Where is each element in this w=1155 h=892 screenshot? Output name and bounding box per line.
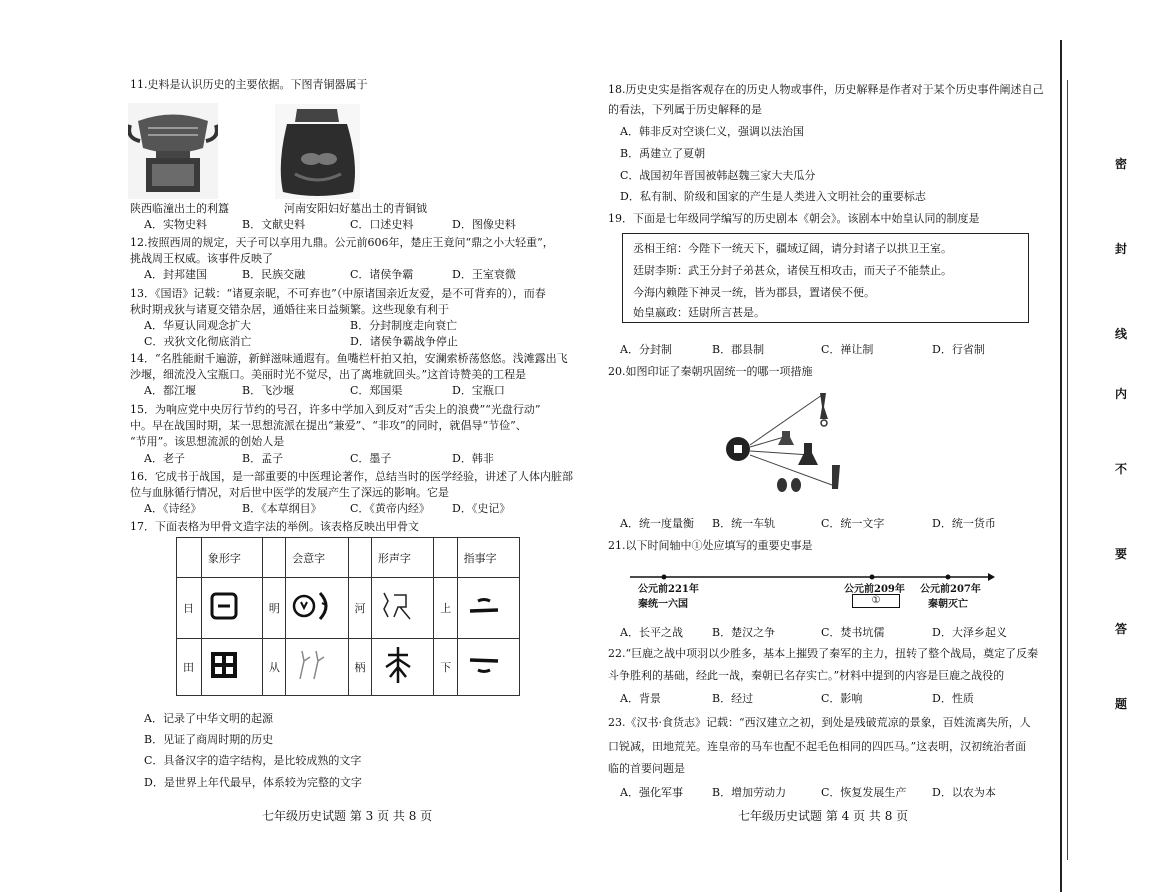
q14-option-a[interactable]: A．都江堰 [144, 384, 196, 397]
q21-option-b[interactable]: B．楚汉之争 [712, 626, 776, 639]
q17-option-d[interactable]: D．是世界上年代最早，体系较为完整的文字 [144, 776, 362, 789]
q19-option-b[interactable]: B．郡县制 [712, 343, 765, 356]
q14-option-d[interactable]: D．宝瓶口 [452, 384, 505, 397]
q11-option-d[interactable]: D．图像史料 [452, 218, 516, 231]
table-char-tian: 田 [177, 638, 202, 695]
binding-line-inner [1067, 80, 1068, 860]
timeline-qin-fall: 秦朝灭亡 [928, 599, 968, 610]
q20-option-c[interactable]: C．统一文字 [821, 517, 885, 530]
q20-option-b[interactable]: B．统一车轨 [712, 517, 776, 530]
q19-script-box [622, 233, 1029, 323]
q20-option-a[interactable]: A．统一度量衡 [620, 517, 694, 530]
q13-option-a[interactable]: A．华夏认同观念扩大 [144, 319, 251, 332]
q13-option-c[interactable]: C．戎狄文化彻底消亡 [144, 335, 252, 348]
q13-line-2: 秋时期戎狄与诸夏交错杂居，通婚往来日益频繁。这些现象有利于 [130, 303, 449, 316]
table-header-pictographic: 象形字 [201, 538, 262, 578]
q22-option-a[interactable]: A．背景 [620, 692, 661, 705]
q23-option-a[interactable]: A．强化军事 [620, 786, 683, 799]
bronze-gui-photo [128, 103, 218, 199]
right-page-footer: 七年级历史试题 第 4 页 共 8 页 [738, 809, 909, 823]
oracle-glyph-shang [457, 578, 519, 638]
binding-char-6: 要 [1115, 547, 1128, 561]
q21-option-a[interactable]: A．长平之战 [620, 626, 683, 639]
q11-caption-left: 陕西临潼出土的利簋 [130, 202, 229, 215]
binding-char-2: 封 [1115, 242, 1128, 256]
q23-line-3: 临的首要问题是 [608, 762, 685, 775]
q18-option-c[interactable]: C．战国初年晋国被韩赵魏三家大夫瓜分 [620, 169, 816, 182]
q14-option-b[interactable]: B．飞沙堰 [242, 384, 295, 397]
oracle-glyph-tian [201, 638, 262, 695]
q22-line-1: 22.“巨鹿之战中项羽以少胜多，基本上摧毁了秦军的主力，扭转了整个战局，奠定了反秦 [608, 647, 1039, 660]
q20-option-d[interactable]: D．统一货币 [932, 517, 996, 530]
q14-line-2: 沙堰，细流没入宝瓶口。美丽时光不觉尽，出了离堆就回头。”这首诗赞美的工程是 [130, 368, 527, 381]
q13-option-d[interactable]: D．诸侯争霸战争停止 [350, 335, 458, 348]
q18-line-2: 的看法，下列属于历史解释的是 [608, 103, 762, 116]
q19-option-d[interactable]: D．行省制 [932, 343, 985, 356]
q16-option-a[interactable]: A．《诗经》 [144, 502, 202, 515]
table-header-ideographic: 会意字 [286, 538, 348, 578]
oracle-bone-table [176, 537, 520, 696]
q20-stem: 20.如图印证了秦朝巩固统一的哪一项措施 [608, 365, 813, 378]
oracle-glyph-he [371, 578, 433, 638]
script-line-1: 丞相王绾：今陛下一统天下，疆域辽阔，请分封诸子以拱卫王室。 [633, 242, 952, 255]
table-char-ming: 明 [262, 578, 285, 638]
q12-option-c[interactable]: C．诸侯争霸 [350, 268, 414, 281]
q15-option-d[interactable]: D．韩非 [452, 452, 494, 465]
q14-line-1: 14．“名胜能耐千遍游，新鲜滋味通遐有。鱼嘴栏杆拍又拍，安澜索桥荡悠悠。浅滩露出飞 [130, 352, 568, 365]
oracle-glyph-ri [201, 578, 262, 638]
table-header-indicative: 指事字 [457, 538, 519, 578]
q11-option-a[interactable]: A．实物史料 [144, 218, 207, 231]
q15-line-3: “节用”。该思想流派的创始人是 [130, 435, 285, 448]
q21-stem: 21.以下时间轴中①处应填写的重要史事是 [608, 539, 813, 552]
q14-option-c[interactable]: C．郑国渠 [350, 384, 403, 397]
binding-strip [1055, 40, 1155, 892]
q18-line-1: 18.历史史实是指客观存在的历史人物或事件，历史解释是作者对于某个历史事件阐述自己 [608, 83, 1044, 96]
table-corner [177, 538, 202, 578]
q15-line-2: 中。早在战国时期，某一思想流派在提出“兼爱”、“非攻”的同时，就倡导“节俭”、 [130, 419, 527, 432]
q11-stem: 11.史料是认识历史的主要依据。下图青铜器属于 [130, 78, 368, 91]
binding-line [1060, 40, 1062, 892]
timeline-209bc: 公元前209年 [844, 584, 905, 595]
q23-option-b[interactable]: B．增加劳动力 [712, 786, 787, 799]
q18-option-a[interactable]: A．韩非反对空谈仁义，强调以法治国 [620, 125, 804, 138]
q17-option-a[interactable]: A．记录了中华文明的起源 [144, 712, 273, 725]
q12-option-a[interactable]: A．封邦建国 [144, 268, 207, 281]
q22-option-b[interactable]: B．经过 [712, 692, 754, 705]
q11-option-b[interactable]: B．文献史料 [242, 218, 306, 231]
q23-line-2: 口锐减，田地荒芜。连皇帝的马车也配不起毛色相同的四匹马。”这表明，汉初统治者面 [608, 740, 1027, 753]
script-line-3: 今海内赖陛下神灵一统，皆为郡县，置诸侯不便。 [633, 286, 875, 299]
q16-line-2: 位与血脉循行情况，对后世中医学的发展产生了深远的影响。它是 [130, 486, 449, 499]
q13-line-1: 13．《国语》记载：“诸夏亲昵，不可弃也”（中原诸国亲近友爱，是不可背弃的），而春 [130, 287, 546, 300]
binding-char-8: 题 [1115, 697, 1128, 711]
table-char-shang: 上 [434, 578, 457, 638]
q12-option-d[interactable]: D．王室衰微 [452, 268, 516, 281]
q15-option-c[interactable]: C．墨子 [350, 452, 392, 465]
q21-timeline [630, 565, 995, 615]
q11-caption-right: 河南安阳妇好墓出土的青铜钺 [284, 202, 427, 215]
q19-option-c[interactable]: C．禅让制 [821, 343, 874, 356]
table-char-bing: 柄 [348, 638, 371, 695]
binding-char-4: 内 [1115, 387, 1128, 401]
q15-option-a[interactable]: A．老子 [144, 452, 185, 465]
q23-line-1: 23.《汉书·食货志》记载：“西汉建立之初，到处是残破荒凉的景象，百姓流离失所，人 [608, 716, 1031, 729]
q13-option-b[interactable]: B．分封制度走向衰亡 [350, 319, 458, 332]
q11-option-c[interactable]: C．口述史料 [350, 218, 414, 231]
q12-line-1: 12.按照西周的规定，天子可以享用九鼎。公元前606年，楚庄王竟问“鼎之小大轻重”， [130, 236, 554, 249]
binding-char-5: 不 [1115, 462, 1128, 476]
oracle-glyph-ming [286, 578, 348, 638]
q17-option-c[interactable]: C．具备汉字的造字结构，是比较成熟的文字 [144, 754, 362, 767]
timeline-207bc: 公元前207年 [920, 584, 981, 595]
bronze-yue-photo [275, 104, 360, 199]
timeline-unification: 秦统一六国 [638, 599, 688, 610]
q23-option-d[interactable]: D．以农为本 [932, 786, 996, 799]
q12-option-b[interactable]: B．民族交融 [242, 268, 306, 281]
q19-stem: 19．下面是七年级同学编写的历史剧本《朝会》。该剧本中始皇认同的制度是 [608, 212, 980, 225]
q15-line-1: 15．为响应党中央厉行节约的号召，许多中学加入到反对“舌尖上的浪费”“光盘行动” [130, 403, 541, 416]
oracle-glyph-bing [371, 638, 433, 695]
q18-option-b[interactable]: B．禹建立了夏朝 [620, 147, 706, 160]
q12-line-2: 挑战周王权威。该事件反映了 [130, 252, 273, 265]
script-line-2: 廷尉李斯：武王分封子弟甚众，诸侯互相攻击，而天子不能禁止。 [633, 264, 952, 277]
q16-line-1: 16．它成书于战国，是一部重要的中医理论著作，总结当时的医学经验，讲述了人体内脏部 [130, 470, 573, 483]
binding-char-7: 答 [1115, 622, 1128, 636]
timeline-blank-box: ① [852, 594, 900, 608]
q22-line-2: 斗争胜利的基础，经此一战，秦朝已名存实亡。”材料中提到的内容是巨鹿之战役的 [608, 669, 1005, 682]
q23-option-c[interactable]: C．恢复发展生产 [821, 786, 907, 799]
table-char-he: 河 [348, 578, 371, 638]
oracle-glyph-cong [286, 638, 348, 695]
q22-option-d[interactable]: D．性质 [932, 692, 974, 705]
table-char-xia: 下 [434, 638, 457, 695]
timeline-221bc: 公元前221年 [638, 584, 699, 595]
oracle-glyph-xia [457, 638, 519, 695]
q19-option-a[interactable]: A．分封制 [620, 343, 672, 356]
qin-coins-illustration [722, 385, 852, 505]
q17-stem: 17．下面表格为甲骨文造字法的举例。该表格反映出甲骨文 [130, 520, 419, 533]
q16-option-b[interactable]: B．《本草纲目》 [242, 502, 322, 515]
table-char-ri: 日 [177, 578, 202, 638]
q15-option-b[interactable]: B．孟子 [242, 452, 284, 465]
q21-option-d[interactable]: D．大泽乡起义 [932, 626, 1007, 639]
q17-option-b[interactable]: B．见证了商周时期的历史 [144, 733, 274, 746]
table-char-cong: 从 [262, 638, 285, 695]
q18-option-d[interactable]: D．私有制、阶级和国家的产生是人类进入文明社会的重要标志 [620, 190, 926, 203]
q16-option-c[interactable]: C．《黄帝内经》 [350, 502, 430, 515]
q22-option-c[interactable]: C．影响 [821, 692, 863, 705]
binding-char-3: 线 [1115, 327, 1128, 341]
q16-option-d[interactable]: D．《史记》 [452, 502, 511, 515]
q21-option-c[interactable]: C．焚书坑儒 [821, 626, 885, 639]
left-page-footer: 七年级历史试题 第 3 页 共 8 页 [262, 809, 433, 823]
script-line-4: 始皇嬴政：廷尉所言甚是。 [633, 306, 765, 319]
table-header-phonetic: 形声字 [371, 538, 433, 578]
binding-char-1: 密 [1115, 157, 1128, 171]
